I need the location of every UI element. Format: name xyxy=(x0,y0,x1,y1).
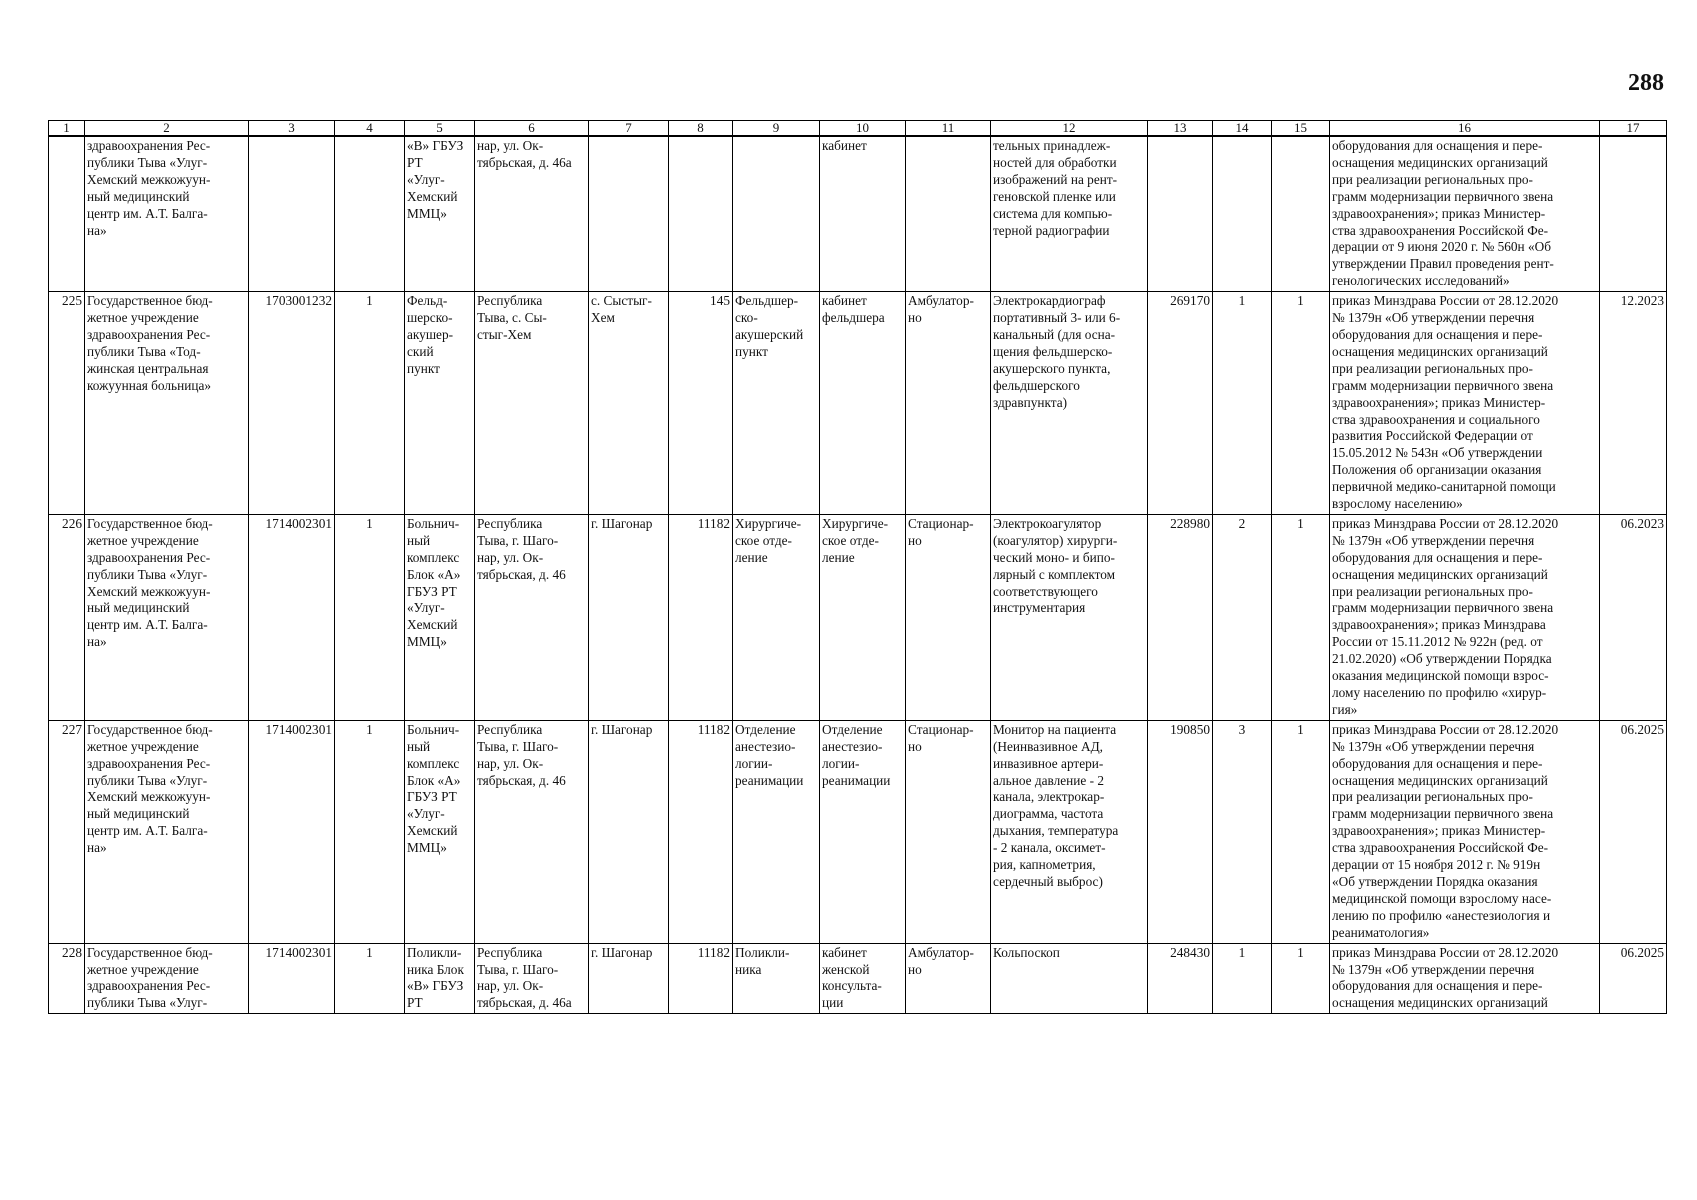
cell-text: 06.2023 xyxy=(1620,515,1664,531)
address-cell xyxy=(475,292,589,515)
room-cell xyxy=(820,720,906,943)
row-number-cell xyxy=(49,514,85,720)
basis-cell xyxy=(1330,943,1600,1014)
organization-cell xyxy=(85,514,249,720)
quantity-cell xyxy=(335,720,405,943)
date-cell xyxy=(1600,292,1667,515)
cell-text: Поликли- ника xyxy=(735,944,790,977)
cell-text: 3 xyxy=(1238,721,1246,737)
cell-text: 1 xyxy=(366,515,373,531)
column-number-row xyxy=(49,121,1667,137)
department-cell xyxy=(733,943,820,1014)
cell-text: Республика Тыва, с. Сы- стыг-Хем xyxy=(477,293,547,342)
column-number: 14 xyxy=(1213,121,1272,137)
equipment-cell xyxy=(991,292,1148,515)
cell-text: «В» ГБУЗ РТ «Улуг- Хемский ММЦ» xyxy=(407,138,464,221)
cell-text: Хирургиче- ское отде- ление xyxy=(822,515,889,565)
quantity-cell xyxy=(335,514,405,720)
count-cell xyxy=(1213,136,1272,292)
cell-text: Государственное бюд- жетное учреждение здравоохранения Рес- публики Тыва «Улуг- Хемский межкожуун- ный медицинский центр им. А.Т. Балга- на» xyxy=(87,515,213,650)
care-mode-cell xyxy=(906,292,991,515)
cell-text: кабинет фельдшера xyxy=(822,293,885,326)
cell-text: 1 xyxy=(366,721,373,737)
equipment-cell xyxy=(991,943,1148,1014)
care-mode-cell xyxy=(906,136,991,292)
cell-text: 190850 xyxy=(1170,721,1210,737)
organization-cell xyxy=(85,136,249,292)
cell-text: Республика Тыва, г. Шаго- нар, ул. Ок- тябрьская, д. 46 xyxy=(477,721,566,788)
building-cell xyxy=(405,720,475,943)
cell-text: г. Шагонар xyxy=(591,944,653,960)
quantity-cell xyxy=(335,136,405,292)
table-row xyxy=(49,720,1667,943)
room-cell xyxy=(820,514,906,720)
cell-text: Больнич- ный комплекс Блок «А» ГБУЗ РТ «Улуг- Хемский ММЦ» xyxy=(407,515,461,650)
population-cell xyxy=(669,136,733,292)
basis-cell xyxy=(1330,514,1600,720)
care-mode-cell xyxy=(906,514,991,720)
inn-cell xyxy=(249,292,335,515)
table-row xyxy=(49,136,1667,292)
department-cell xyxy=(733,136,820,292)
cell-text: 06.2025 xyxy=(1620,721,1664,737)
equipment-table xyxy=(48,120,1667,1014)
date-cell xyxy=(1600,514,1667,720)
row-number-cell xyxy=(49,943,85,1014)
cell-text: г. Шагонар xyxy=(591,721,653,737)
basis-cell xyxy=(1330,292,1600,515)
cell-text: 1 xyxy=(1297,944,1304,960)
quantity-cell xyxy=(335,943,405,1014)
cell-text: 1 xyxy=(366,293,373,309)
cell-text: Монитор на пациента (Неинвазивное АД, инвазивное артери- альное давление - 2 канала, электрокар- диограмма, частота дыхания, температура - 2 канала, оксимет- рия, капнометрия, сердечный выброс) xyxy=(993,721,1119,889)
cell-text: с. Сыстыг- Хем xyxy=(591,293,652,326)
count-cell xyxy=(1213,514,1272,720)
care-mode-cell xyxy=(906,720,991,943)
table-body xyxy=(49,136,1667,1014)
basis-cell xyxy=(1330,136,1600,292)
cell-text: Хирургиче- ское отде- ление xyxy=(735,515,802,565)
cell-text: 226 xyxy=(62,515,82,531)
cell-text: Республика Тыва, г. Шаго- нар, ул. Ок- тябрьская, д. 46 xyxy=(477,515,566,582)
cell-text: 227 xyxy=(62,721,82,737)
table-row xyxy=(49,514,1667,720)
column-number: 7 xyxy=(589,121,669,137)
date-cell xyxy=(1600,720,1667,943)
organization-cell xyxy=(85,292,249,515)
cell-text: 11182 xyxy=(697,515,730,531)
inn-cell xyxy=(249,720,335,943)
cell-text: г. Шагонар xyxy=(591,515,653,531)
locality-cell xyxy=(589,136,669,292)
cell-text: нар, ул. Ок- тябрьская, д. 46а xyxy=(477,138,572,170)
cell-text: 1714002301 xyxy=(265,721,332,737)
count2-cell xyxy=(1272,720,1330,943)
cell-text: 225 xyxy=(62,293,82,309)
cell-text: приказ Минздрава России от 28.12.2020 № 1379н «Об утверждении перечня оборудования для оснащения и пере- оснащения медицинских организаций при реализации региональных про- грамм модернизации первичного звена здравоохранения»; приказ Министер- ства здравоохранения и социального развития Российской Федерации от 15.05.2012 № 543н «Об утверждении Положения об организации оказания первичной медико-санитарной помощи взрослому населению» xyxy=(1332,293,1559,512)
cell-text: 145 xyxy=(710,293,730,309)
cell-text: тельных принадлеж- ностей для обработки изображений на рент- геновской пленке или система для компью- терной радиографии xyxy=(993,138,1118,238)
building-cell xyxy=(405,514,475,720)
address-cell xyxy=(475,720,589,943)
cell-text: 1 xyxy=(1297,721,1304,737)
column-number: 13 xyxy=(1148,121,1213,137)
row-number-cell xyxy=(49,136,85,292)
cell-text: Электрокоагулятор (коагулятор) хирурги- ческий моно- и бипо- лярный с комплектом соответствующего инструментария xyxy=(993,515,1118,616)
cell-text: 1714002301 xyxy=(265,944,332,960)
cell-text: Республика Тыва, г. Шаго- нар, ул. Ок- тябрьская, д. 46а xyxy=(477,944,572,1011)
table-row xyxy=(49,943,1667,1014)
population-cell xyxy=(669,720,733,943)
locality-cell xyxy=(589,292,669,515)
table-row xyxy=(49,292,1667,515)
room-cell xyxy=(820,136,906,292)
cell-text: Государственное бюд- жетное учреждение здравоохранения Рес- публики Тыва «Тод- жинская центральная кожуунная больница» xyxy=(87,293,213,393)
room-cell xyxy=(820,943,906,1014)
cell-text: 1 xyxy=(1297,515,1304,531)
count2-cell xyxy=(1272,514,1330,720)
column-number: 15 xyxy=(1272,121,1330,137)
department-cell xyxy=(733,720,820,943)
cell-text: 06.2025 xyxy=(1620,944,1664,960)
price-cell xyxy=(1148,514,1213,720)
column-number: 2 xyxy=(85,121,249,137)
department-cell xyxy=(733,292,820,515)
price-cell xyxy=(1148,292,1213,515)
count-cell xyxy=(1213,720,1272,943)
cell-text: приказ Минздрава России от 28.12.2020 № 1379н «Об утверждении перечня оборудования для оснащения и пере- оснащения медицинских организаций xyxy=(1332,944,1559,1011)
cell-text: Кольпоскоп xyxy=(993,944,1060,960)
column-number: 11 xyxy=(906,121,991,137)
cell-text: приказ Минздрава России от 28.12.2020 № 1379н «Об утверждении перечня оборудования для оснащения и пере- оснащения медицинских организаций при реализации региональных про- грамм модернизации первичного звена здравоохранения»; приказ Минздрава России от 15.11.2012 № 922н (ред. от 21.02.2020) «Об утверждении Порядка оказания медицинской помощи взрос- лому населению по профилю «хирур- гия» xyxy=(1332,515,1559,717)
building-cell xyxy=(405,943,475,1014)
address-cell xyxy=(475,136,589,292)
cell-text: Поликли- ника Блок «В» ГБУЗ РТ xyxy=(407,944,464,1011)
cell-text: кабинет женской консульта- ции xyxy=(822,944,882,1011)
locality-cell xyxy=(589,943,669,1014)
cell-text: Отделение анестезио- логии- реанимации xyxy=(735,721,804,788)
equipment-cell xyxy=(991,720,1148,943)
cell-text: 1714002301 xyxy=(265,515,332,531)
cell-text: 1 xyxy=(1297,293,1304,309)
date-cell xyxy=(1600,136,1667,292)
cell-text: 269170 xyxy=(1170,293,1210,309)
column-number: 12 xyxy=(991,121,1148,137)
cell-text: 1 xyxy=(1238,944,1246,960)
column-number: 3 xyxy=(249,121,335,137)
organization-cell xyxy=(85,720,249,943)
price-cell xyxy=(1148,943,1213,1014)
cell-text: Фельдшер- ско- акушерский пункт xyxy=(735,293,804,359)
column-number: 10 xyxy=(820,121,906,137)
room-cell xyxy=(820,292,906,515)
cell-text: оборудования для оснащения и пере- оснащения медицинских организаций при реализации региональных про- грамм модернизации первичного звена здравоохранения»; приказ Министер- ства здравоохранения Российской Фе- дерации от 9 июня 2020 г. № 560н «Об утверждении Правил проведения рент- генологических исследований» xyxy=(1332,138,1554,289)
building-cell xyxy=(405,136,475,292)
cell-text: 1 xyxy=(366,944,373,960)
cell-text: Больнич- ный комплекс Блок «А» ГБУЗ РТ «Улуг- Хемский ММЦ» xyxy=(407,721,461,856)
column-number: 9 xyxy=(733,121,820,137)
cell-text: 12.2023 xyxy=(1620,293,1664,309)
care-mode-cell xyxy=(906,943,991,1014)
address-cell xyxy=(475,943,589,1014)
cell-text: 2 xyxy=(1238,515,1246,531)
price-cell xyxy=(1148,720,1213,943)
date-cell xyxy=(1600,943,1667,1014)
column-number: 5 xyxy=(405,121,475,137)
column-number: 8 xyxy=(669,121,733,137)
cell-text: приказ Минздрава России от 28.12.2020 № 1379н «Об утверждении перечня оборудования для оснащения и пере- оснащения медицинских организаций при реализации региональных про- грамм модернизации первичного звена здравоохранения»; приказ Министер- ства здравоохранения Российской Фе- дерации от 15 ноября 2012 г. № 919н «Об утверждении Порядка оказания медицинской помощи взрослому насе- лению по профилю «анестезиология и реаниматология» xyxy=(1332,721,1559,940)
quantity-cell xyxy=(335,292,405,515)
count2-cell xyxy=(1272,136,1330,292)
cell-text: Амбулатор- но xyxy=(908,944,974,977)
cell-text: 11182 xyxy=(697,944,730,960)
column-number: 6 xyxy=(475,121,589,137)
cell-text: Государственное бюд- жетное учреждение здравоохранения Рес- публики Тыва «Улуг- Хемский межкожуун- ный медицинский центр им. А.Т. Балга- на» xyxy=(87,721,213,856)
population-cell xyxy=(669,292,733,515)
cell-text: Фельд- шерско- акушер- ский пункт xyxy=(407,293,454,376)
inn-cell xyxy=(249,943,335,1014)
cell-text: 248430 xyxy=(1170,944,1210,960)
cell-text: Амбулатор- но xyxy=(908,293,974,326)
locality-cell xyxy=(589,720,669,943)
locality-cell xyxy=(589,514,669,720)
cell-text: 11182 xyxy=(697,721,730,737)
cell-text: 1703001232 xyxy=(265,293,332,309)
cell-text: Стационар- но xyxy=(908,721,974,754)
population-cell xyxy=(669,514,733,720)
cell-text: 1 xyxy=(1238,293,1246,309)
cell-text: Государственное бюд- жетное учреждение здравоохранения Рес- публики Тыва «Улуг- xyxy=(87,944,213,1011)
organization-cell xyxy=(85,943,249,1014)
count2-cell xyxy=(1272,943,1330,1014)
cell-text: Электрокардиограф портативный 3- или 6- канальный (для осна- щения фельдшерско- акушерского пункта, фельдшерского здравпункта) xyxy=(993,293,1121,410)
address-cell xyxy=(475,514,589,720)
inn-cell xyxy=(249,136,335,292)
department-cell xyxy=(733,514,820,720)
column-number: 16 xyxy=(1330,121,1600,137)
column-number: 17 xyxy=(1600,121,1667,137)
inn-cell xyxy=(249,514,335,720)
column-number: 1 xyxy=(49,121,85,137)
cell-text: кабинет xyxy=(822,138,867,153)
page-number: 288 xyxy=(1628,70,1664,96)
column-number: 4 xyxy=(335,121,405,137)
count-cell xyxy=(1213,292,1272,515)
equipment-cell xyxy=(991,514,1148,720)
cell-text: Отделение анестезио- логии- реанимации xyxy=(822,721,891,788)
building-cell xyxy=(405,292,475,515)
cell-text: здравоохранения Рес- публики Тыва «Улуг- Хемский межкожуун- ный медицинский центр им. А.Т. Балга- на» xyxy=(87,138,211,238)
price-cell xyxy=(1148,136,1213,292)
row-number-cell xyxy=(49,292,85,515)
cell-text: Стационар- но xyxy=(908,515,974,548)
row-number-cell xyxy=(49,720,85,943)
cell-text: 228 xyxy=(62,944,82,960)
count-cell xyxy=(1213,943,1272,1014)
population-cell xyxy=(669,943,733,1014)
equipment-cell xyxy=(991,136,1148,292)
basis-cell xyxy=(1330,720,1600,943)
count2-cell xyxy=(1272,292,1330,515)
cell-text: 228980 xyxy=(1170,515,1210,531)
